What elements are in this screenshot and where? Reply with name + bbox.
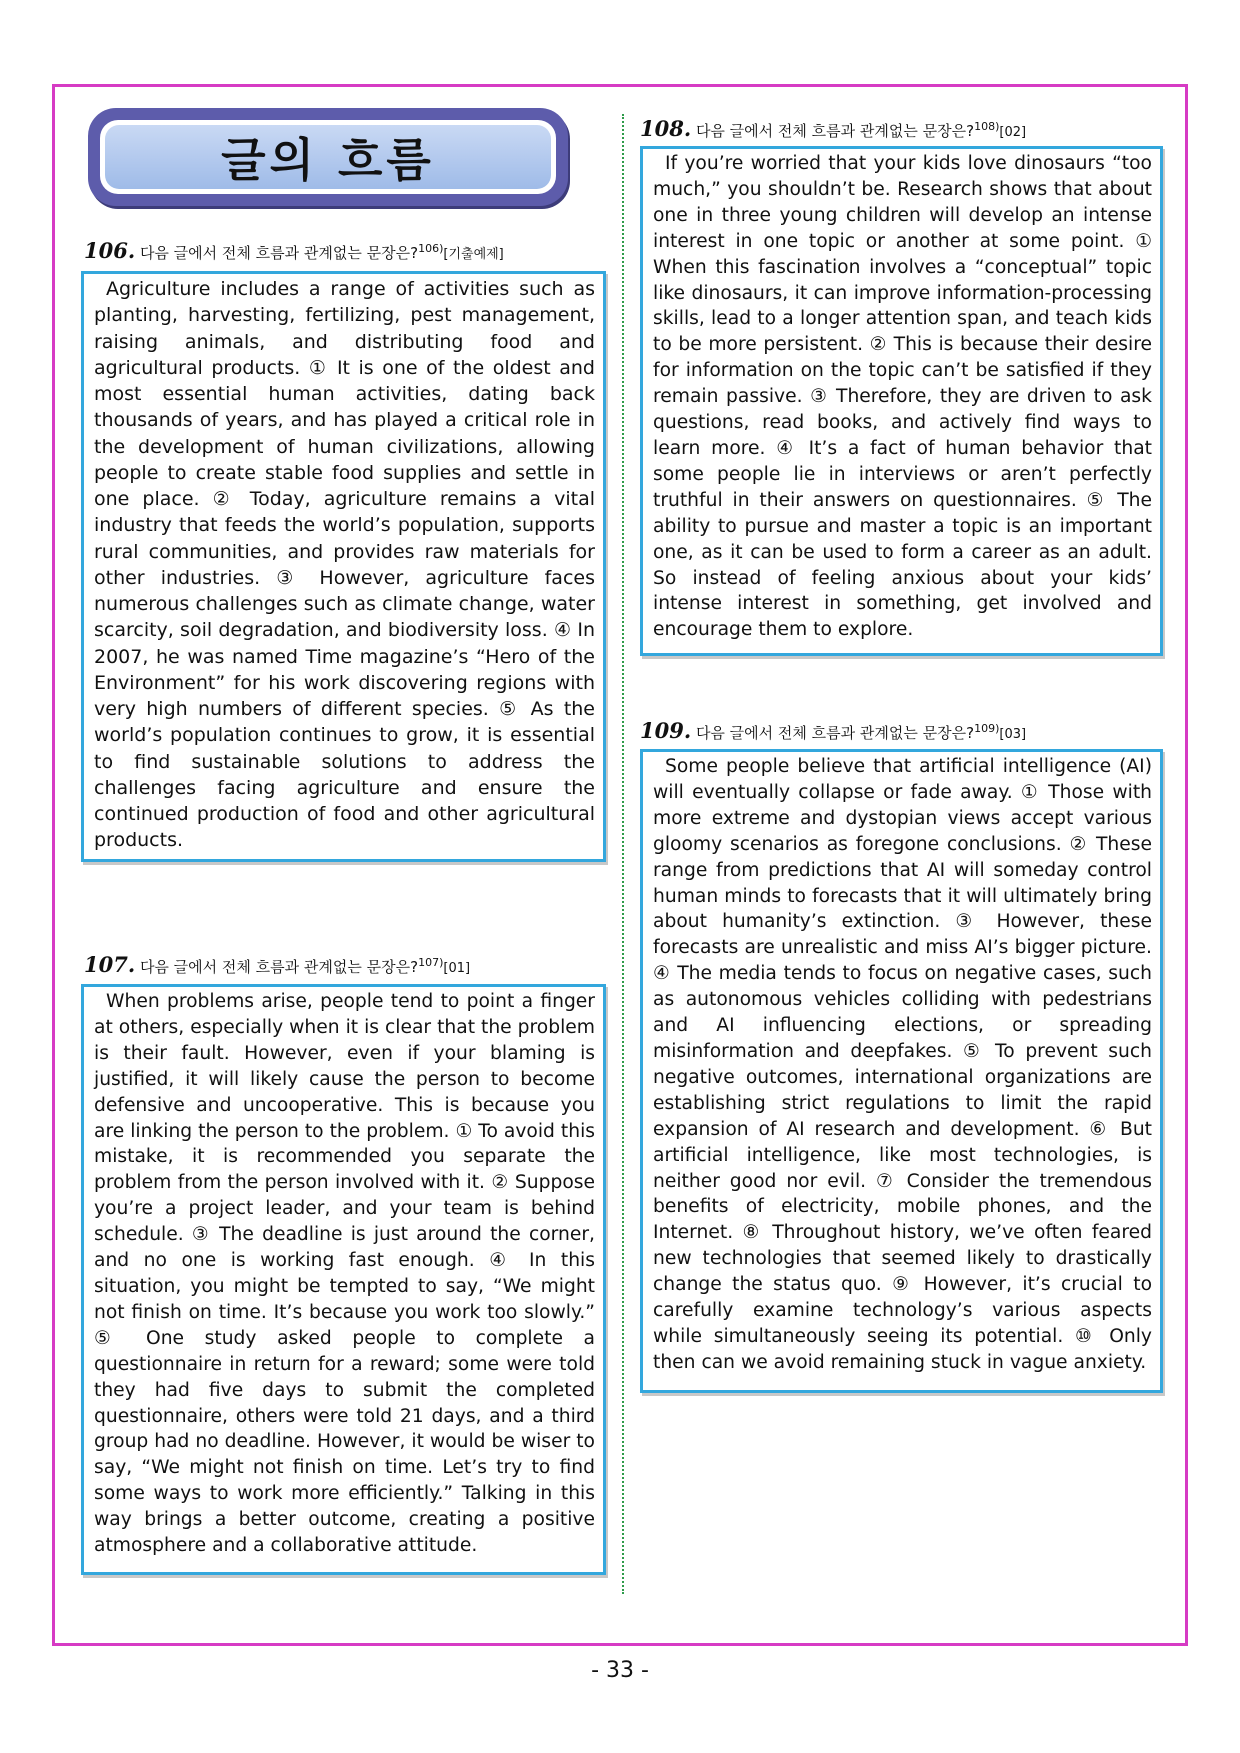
- footnote-ref: 109): [974, 722, 1000, 735]
- question-prompt: 다음 글에서 전체 흐름과 관계없는 문장은?: [139, 244, 419, 262]
- question-107-header: [84, 952, 470, 977]
- question-prompt: 다음 글에서 전체 흐름과 관계없는 문장은?: [695, 122, 975, 140]
- passage-text: Agriculture includes a range of activities such as planting, harvesting, fertilizing, pest management, raising animals, and distributing food and agricultural products. ① It is one of the oldest and most essential human activities, dating back thousands of years, and has played a critical role in the development of human civilizations, allowing people to create stable food supplies and settle in one place. ② Today, agriculture remains a vital industry that feeds the world’s population, supports rural communities, and provides raw materials for other industries. ③ However, agriculture faces numerous challenges such as climate change, water scarcity, soil degradation, and biodiversity loss. ④ In 2007, he was named Time magazine’s “Hero of the Environment” for his work discovering regions with very high numbers of different species. ⑤ As the world’s population continues to grow, it is essential to find sustainable solutions to address the challenges facing agriculture and ensure the continued production of food and other agricultural products.: [94, 278, 595, 852]
- question-108-passage: [640, 146, 1163, 656]
- question-108-header: [640, 116, 1026, 141]
- footnote-ref: 108): [974, 120, 1000, 133]
- question-107-passage: [81, 984, 606, 1575]
- page-number: - 33 -: [591, 1658, 649, 1683]
- question-prompt: 다음 글에서 전체 흐름과 관계없는 문장은?: [139, 958, 419, 976]
- footnote-ref: 106): [418, 242, 444, 255]
- question-tag: [01]: [443, 961, 471, 976]
- question-tag: [기출예제]: [443, 247, 504, 262]
- passage-text: If you’re worried that your kids love dinosaurs “too much,” you shouldn’t be. Research shows that about one in three young children will develop an intense interest in one topic or another at some point. ① When this fascination involves a “conceptual” topic like dinosaurs, it can improve information-processing skills, lead to a longer attention span, and teach kids to be more persistent. ② This is because their desire for information on the topic can’t be satisfied if they remain passive. ③ Therefore, they are driven to ask questions, read books, and actively find ways to learn more. ④ It’s a fact of human behavior that some people lie in interviews or aren’t perfectly truthful in their answers on questionnaires. ⑤ The ability to pursue and master a topic is an important one, as it can be used to form a career as an adult. So instead of feeling anxious about your kids’ intense interest in something, get involved and encourage them to explore.: [653, 153, 1152, 641]
- section-title: 글의 흐름: [105, 125, 551, 189]
- question-number: 109.: [640, 718, 692, 743]
- question-109-passage: [640, 749, 1163, 1393]
- question-tag: [03]: [999, 727, 1027, 742]
- passage-text: When problems arise, people tend to point a finger at others, especially when it is clear that the problem is their fault. However, even if your blaming is justified, it will likely cause the person to become defensive and uncooperative. This is because you are linking the person to the problem. ① To avoid this mistake, it is recommended you separate the problem from the person involved with it. ② Suppose you’re a project leader, and your team is behind schedule. ③ The deadline is just around the corner, and no one is working fast enough. ④ In this situation, you might be tempted to say, “We might not finish on time. It’s because you work too slowly.” ⑤ One study asked people to complete a questionnaire in return for a reward; some were told they had five days to submit the completed questionnaire, others were told 21 days, and a third group had no deadline. However, it would be wiser to say, “We might not finish on time. Let’s try to find some ways to work more efficiently.” Talking in this way brings a better outcome, creating a positive atmosphere and a collaborative attitude.: [94, 991, 595, 1557]
- question-106-passage: [81, 271, 606, 862]
- question-106-header: [84, 238, 504, 263]
- question-number: 106.: [84, 238, 136, 263]
- question-tag: [02]: [999, 125, 1027, 140]
- section-title-banner: [88, 108, 568, 206]
- question-number: 107.: [84, 952, 136, 977]
- question-prompt: 다음 글에서 전체 흐름과 관계없는 문장은?: [695, 724, 975, 742]
- question-109-header: [640, 718, 1026, 743]
- question-number: 108.: [640, 116, 692, 141]
- column-divider: [622, 114, 624, 1594]
- passage-text: Some people believe that artificial intelligence (AI) will eventually collapse or fade away. ① Those with more extreme and dystopian views accept various gloomy scenarios as foregone conclusions. ② These range from predictions that AI will someday control human minds to forecasts that it will ultimately bring about humanity’s extinction. ③ However, these forecasts are unrealistic and miss AI’s bigger picture. ④ The media tends to focus on negative cases, such as autonomous vehicles colliding with pedestrians and AI influencing elections, or spreading misinformation and deepfakes. ⑤ To prevent such negative outcomes, international organizations are establishing strict regulations to limit the rapid expansion of AI research and development. ⑥ But artificial intelligence, like most technologies, is neither good nor evil. ⑦ Consider the tremendous benefits of electricity, mobile phones, and the Internet. ⑧ Throughout history, we’ve often feared new technologies that seemed likely to drastically change the status quo. ⑨ However, it’s crucial to carefully examine technology’s various aspects while simultaneously seeing its potential. ⑩ Only then can we avoid remaining stuck in vague anxiety.: [653, 756, 1152, 1373]
- footnote-ref: 107): [418, 956, 444, 969]
